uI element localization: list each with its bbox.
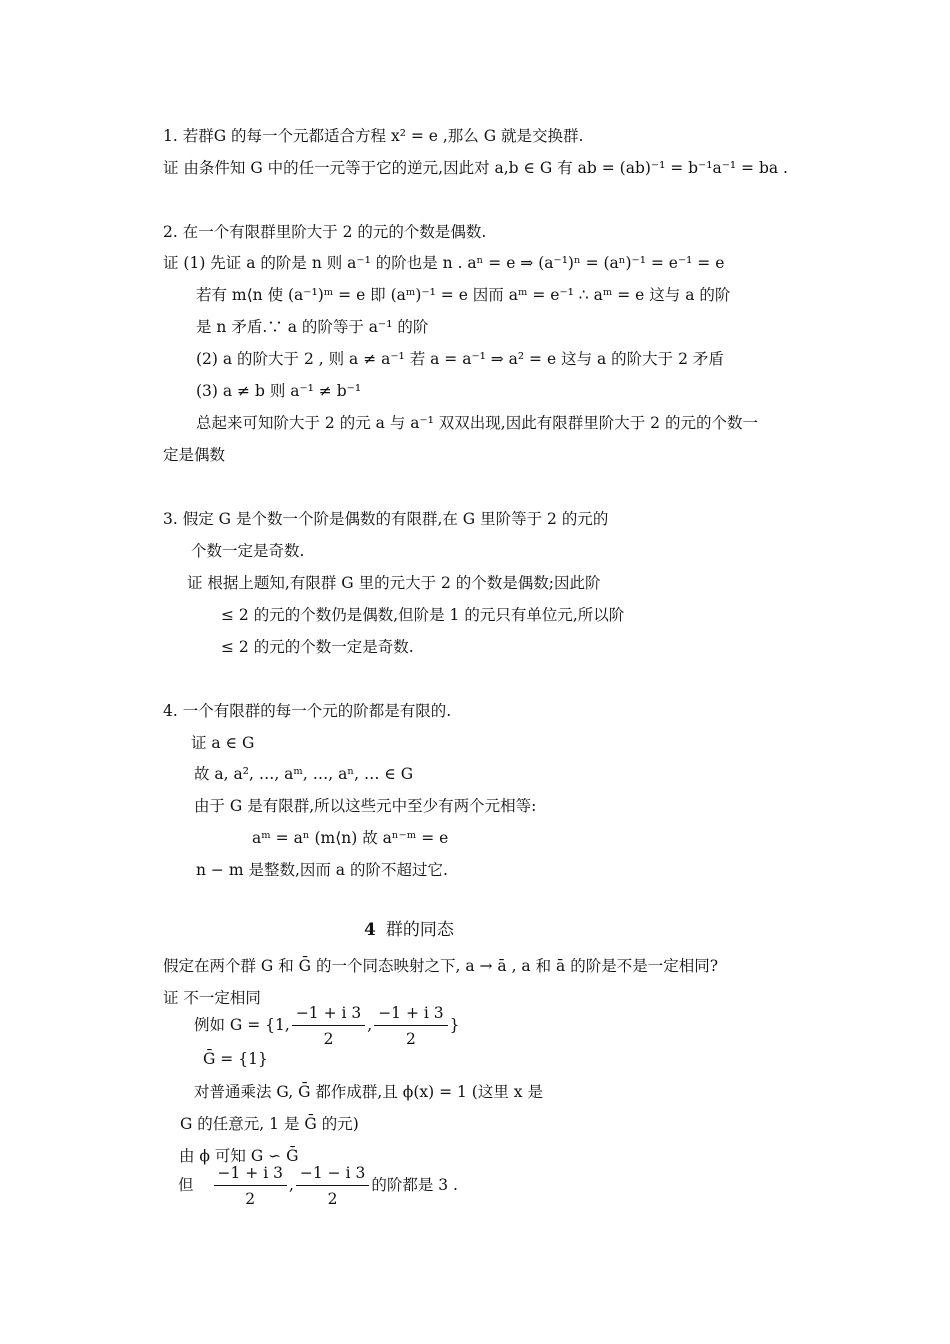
fraction	[296, 1164, 369, 1208]
problem-2-proof-line-3: 是 n 矛盾.∵ a 的阶等于 a⁻¹ 的阶	[196, 318, 429, 336]
fraction-numerator: −1 − i 3	[296, 1164, 369, 1186]
fraction-numerator: −1 + i 3	[374, 1004, 447, 1026]
example-prefix: 例如 G = {1,	[194, 1016, 290, 1034]
problem-2-proof-line-2: 若有 m⟨n 使 (a⁻¹)ᵐ = e 即 (aᵐ)⁻¹ = e 因而 aᵐ = e⁻¹ ∴ aᵐ = e 这与 a 的阶	[196, 286, 731, 304]
problem-4-proof-line-4: aᵐ = aⁿ (m⟨n) 故 aⁿ⁻ᵐ = e	[252, 829, 449, 847]
homomorphism-answer: 证 不一定相同	[163, 989, 261, 1007]
problem-1-statement: 1. 若群G 的每一个元都适合方程 x² = e ,那么 G 就是交换群.	[163, 127, 584, 145]
problem-3-proof-line-2: ≤ 2 的元的个数仍是偶数,但阶是 1 的元只有单位元,所以阶	[221, 606, 625, 624]
problem-4-proof-line-3: 由于 G 是有限群,所以这些元中至少有两个元相等:	[194, 797, 537, 815]
fraction-denominator: 2	[245, 1190, 256, 1208]
problem-4-proof-line-2: 故 a, a², …, aᵐ, …, aⁿ, … ∈ G	[194, 765, 414, 783]
section-title: 群的同态	[385, 920, 454, 940]
isomorphism-line: 由 ϕ 可知 G ∽ Ḡ	[179, 1147, 299, 1165]
problem-2-proof-line-1: 证 (1) 先证 a 的阶是 n 则 a⁻¹ 的阶也是 n . aⁿ = e ⇒ (a⁻¹)ⁿ = (aⁿ)⁻¹ = e⁻¹ = e	[163, 254, 725, 272]
final-prefix: 但	[178, 1176, 194, 1194]
trivial-group-line: Ḡ = {1}	[203, 1050, 268, 1068]
problem-4-statement: 4. 一个有限群的每一个元的阶都是有限的.	[163, 702, 452, 720]
example-suffix: }	[449, 1016, 460, 1034]
fraction	[292, 1004, 365, 1048]
homomorphism-question: 假定在两个群 G 和 Ḡ 的一个同态映射之下, a → ā , a 和 ā 的阶是不是一定相同?	[163, 957, 719, 975]
problem-2-proof-line-6: 总起来可知阶大于 2 的元 a 与 a⁻¹ 双双出现,因此有限群里阶大于 2 的元的个数一	[196, 414, 758, 432]
fraction-denominator: 2	[405, 1030, 416, 1048]
fraction-numerator: −1 + i 3	[292, 1004, 365, 1026]
problem-3-statement: 3. 假定 G 是个数一个阶是偶数的有限群,在 G 里阶等于 2 的元的	[163, 510, 609, 528]
final-line	[178, 1164, 458, 1208]
final-comma: ,	[288, 1176, 294, 1194]
problem-2-proof-line-4: (2) a 的阶大于 2 , 则 a ≠ a⁻¹ 若 a = a⁻¹ ⇒ a² = e 这与 a 的阶大于 2 矛盾	[196, 350, 724, 368]
example-group-line	[194, 1004, 460, 1048]
fraction	[374, 1004, 447, 1048]
problem-3-proof-line-1: 证 根据上题知,有限群 G 里的元大于 2 的个数是偶数;因此阶	[187, 574, 601, 592]
section-heading	[364, 920, 454, 940]
problem-2-proof-line-5: (3) a ≠ b 则 a⁻¹ ≠ b⁻¹	[196, 382, 362, 400]
section-number: 4	[364, 920, 376, 940]
problem-2-proof-line-7: 定是偶数	[163, 446, 226, 464]
example-comma: ,	[367, 1016, 373, 1034]
problem-3-proof-line-3: ≤ 2 的元的个数一定是奇数.	[221, 638, 414, 656]
problem-2-statement: 2. 在一个有限群里阶大于 2 的元的个数是偶数.	[163, 223, 487, 241]
problem-4-proof-line-1: 证 a ∈ G	[191, 734, 255, 752]
problem-4-proof-line-5: n − m 是整数,因而 a 的阶不超过它.	[196, 861, 448, 879]
fraction	[214, 1164, 287, 1208]
fraction-numerator: −1 + i 3	[214, 1164, 287, 1186]
problem-3-statement-cont: 个数一定是奇数.	[191, 542, 305, 560]
mapping-line: 对普通乘法 G, Ḡ 都作成群,且 ϕ(x) = 1 (这里 x 是	[194, 1083, 543, 1101]
mapping-line-cont: G 的任意元, 1 是 Ḡ 的元)	[180, 1115, 359, 1133]
fraction-denominator: 2	[323, 1030, 334, 1048]
problem-1-proof: 证 由条件知 G 中的任一元等于它的逆元,因此对 a,b ∈ G 有 ab = (ab)⁻¹ = b⁻¹a⁻¹ = ba .	[163, 159, 788, 177]
fraction-denominator: 2	[327, 1190, 338, 1208]
final-suffix: 的阶都是 3 .	[371, 1176, 458, 1194]
